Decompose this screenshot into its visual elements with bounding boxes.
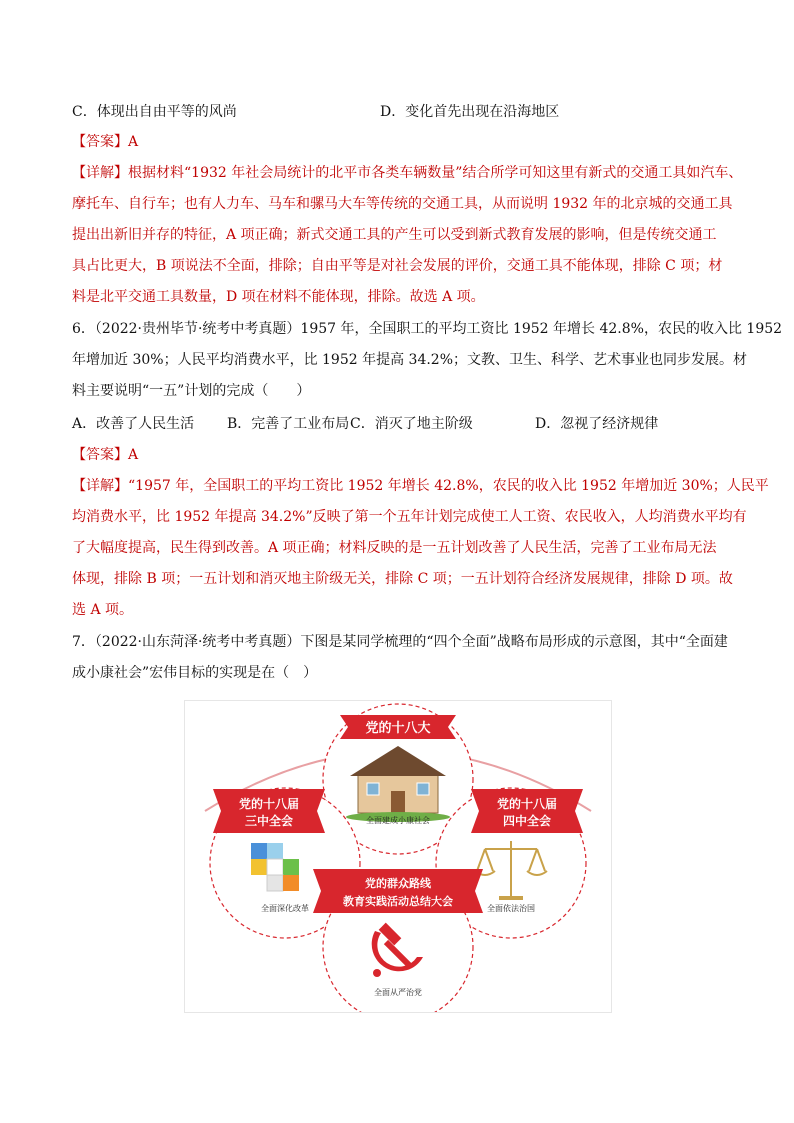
bottom-banner-text-1: 党的群众路线 xyxy=(365,877,431,890)
q7-stem-line: 成小康社会”宏伟目标的实现是在（ ） xyxy=(72,665,318,681)
q6-option-d: D．忽视了经济规律 xyxy=(535,416,659,432)
right-banner-text-2: 四中全会 xyxy=(502,814,552,828)
q6-option-a: A．改善了人民生活 xyxy=(72,416,195,432)
q6-detail-line: 【详解】“1957 年，全国职工的平均工资比 1952 年增长 42.8%，农民的收入比 1952 年增加近 30%；人民平 xyxy=(72,478,769,494)
bottom-banner-text-2: 教育实践活动总结大会 xyxy=(343,895,453,908)
q6-detail-line: 体现，排除 B 项；一五计划和消灭地主阶级无关，排除 C 项；一五计划符合经济发展规律，排除 D 项。故 xyxy=(72,571,733,587)
top-banner-text: 党的十八大 xyxy=(365,721,431,736)
top-banner xyxy=(340,715,456,739)
q5-detail-line: 具占比更大，B 项说法不全面，排除；自由平等是对社会发展的评价，交通工具不能体现，排除 C 项；材 xyxy=(72,258,723,274)
left-circle-label: 全面深化改革 xyxy=(261,904,309,913)
diagram-svg xyxy=(185,701,611,1012)
left-banner xyxy=(213,789,325,833)
q6-detail-line: 均消费水平，比 1952 年提高 34.2%”反映了第一个五年计划完成使工人工资、农民收入，人均消费水平均有 xyxy=(72,509,747,525)
q6-detail-line: 选 A 项。 xyxy=(72,602,134,618)
q5-option-c: C．体现出自由平等的风尚 xyxy=(72,104,237,120)
q5-detail-line: 摩托车、自行车；也有人力车、马车和骡马大车等传统的交通工具，从而说明 1932 年的北京城的交通工具 xyxy=(72,196,733,212)
top-circle-label: 全面建成小康社会 xyxy=(366,816,430,825)
right-banner-text-1: 党的十八届 xyxy=(496,797,558,811)
q6-option-c: C．消灭了地主阶级 xyxy=(350,416,473,432)
four-comprehensives-diagram xyxy=(184,700,612,1013)
q5-answer: 【答案】A xyxy=(72,134,139,150)
right-circle-label: 全面依法治国 xyxy=(487,904,535,913)
q6-detail-line: 了大幅度提高，民生得到改善。A 项正确；材料反映的是一五计划改善了人民生活，完善了工业布局无法 xyxy=(72,540,717,556)
q5-detail-line: 【详解】根据材料“1932 年社会局统计的北平市各类车辆数量”结合所学可知这里有新式的交通工具如汽车、 xyxy=(72,165,743,181)
q5-detail-line: 料是北平交通工具数量，D 项在材料不能体现，排除。故选 A 项。 xyxy=(72,289,485,305)
q6-option-b: B．完善了工业布局 xyxy=(227,416,350,432)
left-banner-text-1: 党的十八届 xyxy=(238,797,300,811)
left-banner-text-2: 三中全会 xyxy=(244,814,294,828)
bottom-banner xyxy=(313,869,483,913)
bottom-circle-label: 全面从严治党 xyxy=(374,988,422,997)
q7-stem-line: 7．（2022·山东菏泽·统考中考真题）下图是某同学梳理的“四个全面”战略布局形成的示意图，其中“全面建 xyxy=(72,634,728,650)
q6-stem-line: 料主要说明“一五”计划的完成（ ） xyxy=(72,383,311,399)
right-banner xyxy=(471,789,583,833)
q5-option-d: D．变化首先出现在沿海地区 xyxy=(380,104,560,120)
q5-detail-line: 提出出新旧并存的特征，A 项正确；新式交通工具的产生可以受到新式教育发展的影响，但是传统交通工 xyxy=(72,227,717,243)
q6-stem-line: 6．（2022·贵州毕节·统考中考真题）1957 年，全国职工的平均工资比 1952 年增长 42.8%，农民的收入比 1952 xyxy=(72,321,783,337)
q6-answer: 【答案】A xyxy=(72,447,139,463)
q6-stem-line: 年增加近 30%；人民平均消费水平，比 1952 年提高 34.2%；文教、卫生、科学、艺术事业也同步发展。材 xyxy=(72,352,748,368)
